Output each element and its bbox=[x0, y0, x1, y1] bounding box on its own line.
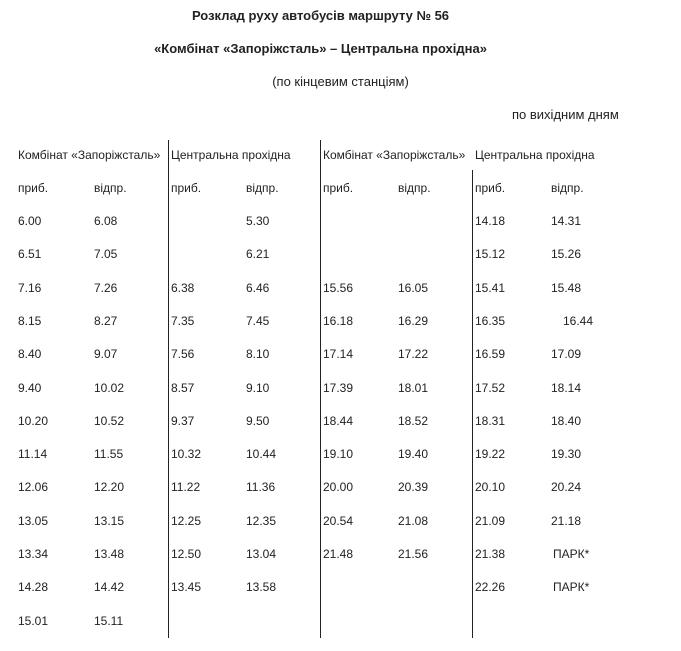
time-cell: 10.20 bbox=[18, 414, 49, 428]
time-cell: 7.05 bbox=[94, 247, 118, 261]
time-cell: 21.08 bbox=[398, 514, 429, 528]
time-cell: 13.45 bbox=[171, 580, 202, 594]
time-cell: 8.40 bbox=[18, 347, 42, 361]
column-divider bbox=[168, 140, 169, 638]
column-group-header: Центральна прохідна bbox=[475, 148, 595, 162]
column-divider bbox=[472, 170, 473, 638]
time-cell: 16.59 bbox=[475, 347, 506, 361]
time-cell: 20.24 bbox=[551, 480, 582, 494]
time-cell: 6.38 bbox=[171, 281, 195, 295]
time-cell: 16.29 bbox=[398, 314, 429, 328]
arrival-header: приб. bbox=[18, 181, 49, 195]
time-cell: 13.48 bbox=[94, 547, 125, 561]
time-cell: 13.05 bbox=[18, 514, 49, 528]
time-cell: 10.44 bbox=[246, 447, 277, 461]
time-cell: 21.18 bbox=[551, 514, 582, 528]
time-cell: 11.36 bbox=[246, 480, 276, 494]
time-cell: 8.10 bbox=[246, 347, 270, 361]
time-cell: 9.50 bbox=[246, 414, 270, 428]
time-cell: 19.22 bbox=[475, 447, 506, 461]
time-cell: 14.18 bbox=[475, 214, 506, 228]
time-cell: 16.18 bbox=[323, 314, 354, 328]
time-cell: 18.52 bbox=[398, 414, 429, 428]
time-cell: 13.15 bbox=[94, 514, 125, 528]
time-cell: 8.27 bbox=[94, 314, 118, 328]
arrival-header: приб. bbox=[171, 181, 202, 195]
time-cell: 11.14 bbox=[18, 447, 48, 461]
time-cell: 10.52 bbox=[94, 414, 125, 428]
time-cell: 11.55 bbox=[94, 447, 124, 461]
time-cell: 12.20 bbox=[94, 480, 125, 494]
time-cell: 20.00 bbox=[323, 480, 354, 494]
time-cell: 19.40 bbox=[398, 447, 429, 461]
route-name: «Комбінат «Запоріжсталь» – Центральна прохідна» bbox=[154, 41, 487, 56]
time-cell: 11.22 bbox=[171, 480, 201, 494]
time-cell: 15.26 bbox=[551, 247, 582, 261]
time-cell: 7.26 bbox=[94, 281, 118, 295]
time-cell: 8.57 bbox=[171, 381, 195, 395]
time-cell: 20.54 bbox=[323, 514, 354, 528]
departure-header: відпр. bbox=[94, 181, 127, 195]
time-cell: 15.56 bbox=[323, 281, 354, 295]
departure-header: відпр. bbox=[398, 181, 431, 195]
time-cell: 19.10 bbox=[323, 447, 354, 461]
time-cell: 17.14 bbox=[323, 347, 354, 361]
column-group-header: Комбінат «Запоріжсталь» bbox=[323, 148, 466, 162]
time-cell: ПАРК* bbox=[553, 580, 590, 594]
time-cell: 10.02 bbox=[94, 381, 125, 395]
departure-header: відпр. bbox=[246, 181, 279, 195]
time-cell: 7.56 bbox=[171, 347, 195, 361]
time-cell: 6.51 bbox=[18, 247, 42, 261]
time-cell: 15.48 bbox=[551, 281, 582, 295]
time-cell: 17.22 bbox=[398, 347, 429, 361]
time-cell: 6.46 bbox=[246, 281, 270, 295]
time-cell: 7.35 bbox=[171, 314, 195, 328]
time-cell: 7.45 bbox=[246, 314, 270, 328]
time-cell: 17.52 bbox=[475, 381, 506, 395]
time-cell: 12.35 bbox=[246, 514, 277, 528]
time-cell: 16.35 bbox=[475, 314, 506, 328]
time-cell: 18.14 bbox=[551, 381, 582, 395]
time-cell: 5.30 bbox=[246, 214, 270, 228]
time-cell: 15.41 bbox=[475, 281, 506, 295]
time-cell: 21.38 bbox=[475, 547, 506, 561]
schedule-title: Розклад руху автобусів маршруту № 56 bbox=[191, 8, 450, 23]
time-cell: 9.40 bbox=[18, 381, 42, 395]
time-cell: 17.09 bbox=[551, 347, 582, 361]
time-cell: 14.31 bbox=[551, 214, 582, 228]
column-divider bbox=[320, 140, 321, 638]
time-cell: 6.08 bbox=[94, 214, 118, 228]
arrival-header: приб. bbox=[475, 181, 506, 195]
time-cell: 13.34 bbox=[18, 547, 49, 561]
time-cell: 21.56 bbox=[398, 547, 429, 561]
time-cell: 6.00 bbox=[18, 214, 42, 228]
time-cell: 18.31 bbox=[475, 414, 506, 428]
arrival-header: приб. bbox=[323, 181, 354, 195]
time-cell: 14.42 bbox=[94, 580, 125, 594]
time-cell: 15.11 bbox=[94, 614, 124, 628]
departure-header: відпр. bbox=[551, 181, 584, 195]
column-group-header: Центральна прохідна bbox=[171, 148, 291, 162]
column-group-header: Комбінат «Запоріжсталь» bbox=[18, 148, 161, 162]
time-cell: 15.12 bbox=[475, 247, 506, 261]
time-cell: 18.40 bbox=[551, 414, 582, 428]
time-cell: 18.44 bbox=[323, 414, 354, 428]
time-cell: 6.21 bbox=[246, 247, 270, 261]
time-cell: 20.10 bbox=[475, 480, 506, 494]
time-cell: 16.05 bbox=[398, 281, 429, 295]
time-cell: 19.30 bbox=[551, 447, 582, 461]
time-cell: 12.06 bbox=[18, 480, 49, 494]
time-cell: 13.58 bbox=[246, 580, 277, 594]
time-cell: 13.04 bbox=[246, 547, 277, 561]
time-cell: 9.07 bbox=[94, 347, 118, 361]
time-cell: 18.01 bbox=[398, 381, 429, 395]
time-cell: 10.32 bbox=[171, 447, 202, 461]
time-cell: 21.09 bbox=[475, 514, 506, 528]
time-cell: 21.48 bbox=[323, 547, 354, 561]
time-cell: 15.01 bbox=[18, 614, 49, 628]
time-cell: 16.44 bbox=[563, 314, 594, 328]
time-cell: ПАРК* bbox=[553, 547, 590, 561]
time-cell: 17.39 bbox=[323, 381, 354, 395]
time-cell: 12.25 bbox=[171, 514, 202, 528]
day-type-label: по вихідним дням bbox=[512, 107, 619, 122]
time-cell: 9.37 bbox=[171, 414, 195, 428]
time-cell: 7.16 bbox=[18, 281, 42, 295]
time-cell: 22.26 bbox=[475, 580, 506, 594]
time-cell: 14.28 bbox=[18, 580, 49, 594]
time-cell: 20.39 bbox=[398, 480, 429, 494]
schedule-note: (по кінцевим станціям) bbox=[272, 74, 409, 89]
time-cell: 8.15 bbox=[18, 314, 42, 328]
time-cell: 12.50 bbox=[171, 547, 202, 561]
time-cell: 9.10 bbox=[246, 381, 270, 395]
